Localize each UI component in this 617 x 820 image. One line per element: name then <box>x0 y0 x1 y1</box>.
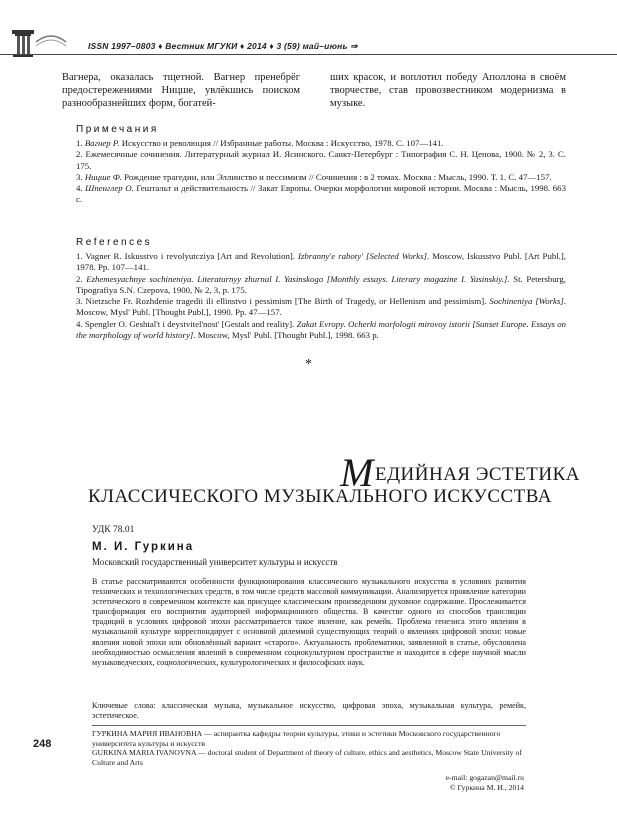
reference-item: 1. Vagner R. Iskusstvo i revolyutcziya [Art and Revolution]. Izbranny'e raboty' [Selected Works]. Moscow, Iskusstvo Publ. [Art Publ.], 1978. Pp. 107—141. <box>76 251 567 273</box>
section-separator: * <box>305 357 312 372</box>
author-name: М. И. Гуркина <box>92 541 195 553</box>
reference-item: 2. Ezhemesyachnye sochineniya. Literaturnyy zhurnal I. Yasinskogo [Monthly essays. Literary magazine I. Yasinskiy.]. St. Petersburg, Tipografiya S.N. Czepova, 1900, № 2, 3, p. 175. <box>76 273 566 295</box>
prev-article-left-column: Вагнера, оказалась тщетной. Вагнер пренебрёг предостережениями Ницше, увлёкшись поиском разнообразнейших форм, богатей- <box>62 72 300 109</box>
contact-block <box>0 773 524 792</box>
reference-item: 3. Nietzsche Fr. Rozhdenie tragedii ili ellinstvo i pessimism [The Birth of Tragedy, or Hellenism and pessimism]. Sochineniya [Works]. Moscow, Mysl' Publ. [Thought Publ.], 1990. Pp. 47—157. <box>76 296 566 318</box>
prev-article-right-column: ших красок, и воплотил победу Аполлона в своём творчестве, став провозвестником модернизма в музыке. <box>330 72 566 109</box>
author-email[interactable]: e-mail: gogazan@mail.ru <box>445 773 524 782</box>
article-title-line2: КЛАССИЧЕСКОГО МУЗЫКАЛЬНОГО ИСКУССТВА <box>87 486 552 507</box>
author-info <box>92 729 532 767</box>
header-rule <box>0 54 617 55</box>
reference-item: 4. Spengler O. Geshtal't i deystvitel'nost' [Gestalt and reality]. Zakat Evropy. Ocherki morfologii mirovoy istorii [Sunset Europe. Essays on the morphology of world history]. Moscow, Mysl' Publ. [Thought Publ.], 1998. 663 p. <box>76 318 566 341</box>
footnote-rule <box>92 725 526 726</box>
note-item: 2. Ежемесячные сочинения. Литературный журнал И. Ясинского. Санкт-Петербург : Типография С. Н. Цепова, 1900. № 2, 3. С. 175. <box>76 149 566 171</box>
keywords: Ключевые слова: классическая музыка, музыкальное искусство, цифровая эпоха, музыкальная культура, ремейк, эстетическое. <box>92 701 526 721</box>
article-title-line1: МЕДИЙНАЯ ЭСТЕТИКА <box>340 450 580 495</box>
udk-code: УДК 78.01 <box>92 525 135 535</box>
page-number: 248 <box>33 738 52 750</box>
note-item: 4. Шпенглер О. Гештальт и действительность // Закат Европы. Очерки морфологии мировой истории. Москва : Мысль, 1998. 663 с. <box>76 183 566 205</box>
copyright: © Гуркина М. И., 2014 <box>449 782 524 792</box>
journal-logo-icon <box>10 28 68 60</box>
note-item: 3. Ницше Ф. Рождение трагедии, или Эллинство и пессимизм // Сочинения : в 2 томах. Москва : Мысль, 1990. Т. 1. С. 47—157. <box>76 171 552 182</box>
title-initial: М <box>340 450 374 495</box>
author-affiliation: Московский государственный университет культуры и искусств <box>92 557 338 567</box>
abstract: В статье рассматриваются особенности функционирования классического музыкального искусства в условиях развития технических и технологических средств, в том числе средств массовой коммуникации. Анализируется проявление категории эстетического в современном контексте как присущее классическим произведениям духовное содержание. Прослеживается трансформация его восприятия аудиторией информационного общества. В качестве одного из способов трансляции традиций в условиях цифровой эпохи рассматривается такое явление, как ремейк. Проблема генезиса этого явления в музыкальной культуре корреспондирует с основной дилеммой существующих теорий о явлениях цифровой эпохи: новые явления новой эпохи или обновлённый вариант «старого». Актуальность проблематики, заявленной в статье, обусловлена необходимостью осмысления явлений в современном социокультурном пространстве и находится в сфере научной мысли музыковедческих, социологических, культурологических и философских наук. <box>92 577 526 667</box>
author-info-ru: ГУРКИНА МАРИЯ ИВАНОВНА — аспирантка кафедры теории культуры, этики и эстетики Московского государственного университета культуры и искусств <box>92 729 501 748</box>
notes-list <box>76 138 566 206</box>
references-heading: References <box>76 237 153 248</box>
notes-heading: Примечания <box>76 124 159 135</box>
running-head: ISSN 1997–0803 ♦ Вестник МГУКИ ♦ 2014 ♦ 3 (59) май–июнь ⇒ <box>88 41 358 51</box>
references-list <box>76 251 566 341</box>
author-info-en: GURKINA MARIA IVANOVNA — doctoral student of Department of theory of culture, ethics and aesthetics, Moscow State University of Culture and Arts <box>92 748 522 767</box>
note-item: 1. Вагнер Р. Искусство и революция // Избранные работы. Москва : Искусство, 1978. С. 107—141. <box>76 138 444 148</box>
